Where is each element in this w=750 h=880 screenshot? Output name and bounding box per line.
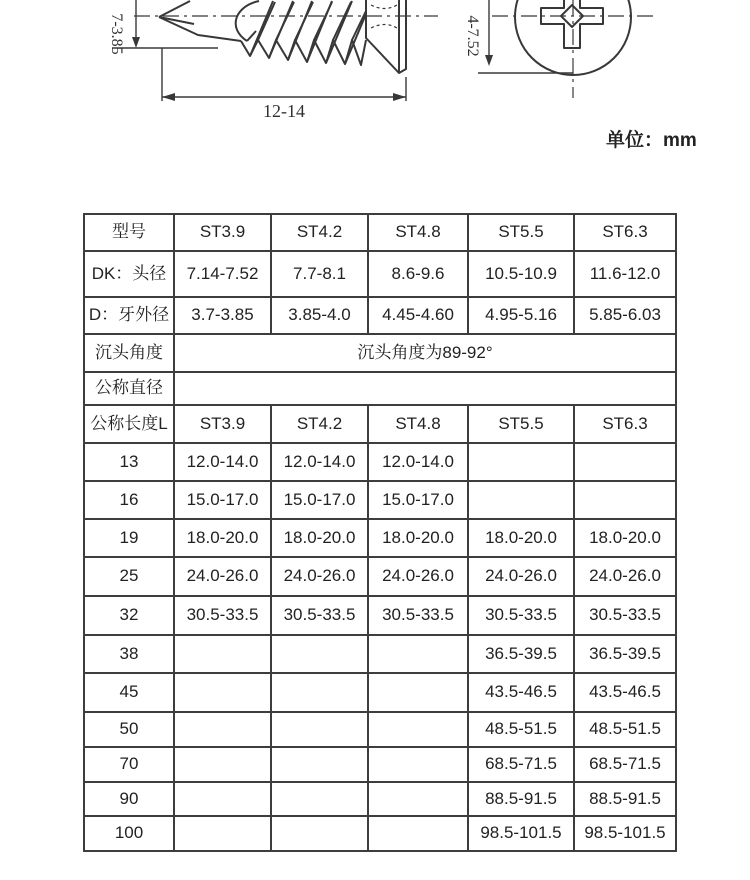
length-value-0 [174,816,271,851]
length-header-value-4: ST6.3 [574,405,676,443]
length-value-4 [574,443,676,481]
model-header-value-1: ST4.2 [271,214,368,251]
hidden-recess-line-2 [371,25,397,29]
length-row-13 [84,443,676,481]
length-value-4 [574,481,676,519]
length-value-2 [368,712,468,747]
length-value-0 [174,635,271,673]
length-header-value-1: ST4.2 [271,405,368,443]
head-face [399,0,406,73]
angle-row-value: 沉头角度为89-92° [174,334,676,372]
length-value-3 [468,443,574,481]
dim-arrow-left [162,93,175,101]
length-row-label: 13 [84,443,174,481]
spec-value-0: 3.7-3.85 [174,297,271,334]
length-value-2: 15.0-17.0 [368,481,468,519]
length-value-2 [368,635,468,673]
length-value-0 [174,747,271,782]
side-height-dim-label: 7-3.85 [108,13,125,55]
length-value-0: 30.5-33.5 [174,596,271,635]
side-length-dimension [162,48,406,121]
length-header-value-0: ST3.9 [174,405,271,443]
nominal-diameter-row [84,372,676,405]
length-row-70 [84,747,676,782]
length-row-label: 50 [84,712,174,747]
length-value-2 [368,747,468,782]
length-value-1: 24.0-26.0 [271,557,368,596]
extension-lines [162,48,406,101]
angle-row-label: 沉头角度 [84,334,174,372]
length-row-50 [84,712,676,747]
drill-point-lower [159,17,241,41]
length-value-2: 18.0-20.0 [368,519,468,557]
length-value-2: 12.0-14.0 [368,443,468,481]
length-row-label: 100 [84,816,174,851]
spec-value-4: 5.85-6.03 [574,297,676,334]
length-value-1 [271,673,368,712]
length-value-0 [174,782,271,816]
length-value-4: 43.5-46.5 [574,673,676,712]
drill-point [159,1,190,17]
spec-value-1: 7.7-8.1 [271,251,368,297]
thread-teeth [241,40,366,65]
flute-curve [236,1,259,41]
length-value-3: 36.5-39.5 [468,635,574,673]
length-value-2 [368,782,468,816]
length-value-1: 30.5-33.5 [271,596,368,635]
length-value-3: 43.5-46.5 [468,673,574,712]
length-value-3: 68.5-71.5 [468,747,574,782]
length-value-4: 48.5-51.5 [574,712,676,747]
spec-row-label: D：牙外径 [84,297,174,334]
technical-drawing [0,0,750,205]
length-value-1: 15.0-17.0 [271,481,368,519]
length-row-label: 32 [84,596,174,635]
length-value-3: 98.5-101.5 [468,816,574,851]
length-row-19 [84,519,676,557]
nominal-diameter-label: 公称直径 [84,372,174,405]
screw-side-view [134,0,438,73]
length-value-3: 88.5-91.5 [468,782,574,816]
phillips-cross-outline [541,0,603,48]
length-value-4: 24.0-26.0 [574,557,676,596]
length-row-label: 45 [84,673,174,712]
length-row-label: 90 [84,782,174,816]
length-value-3: 30.5-33.5 [468,596,574,635]
length-value-3: 24.0-26.0 [468,557,574,596]
dim-arrow-down [485,55,493,66]
countersunk-angle-row [84,334,676,372]
length-row-label: 25 [84,557,174,596]
length-value-4: 18.0-20.0 [574,519,676,557]
length-row-label: 70 [84,747,174,782]
length-value-0: 15.0-17.0 [174,481,271,519]
length-row-100 [84,816,676,851]
length-value-0 [174,673,271,712]
side-length-dim-label: 12-14 [263,101,305,121]
spec-value-2: 4.45-4.60 [368,297,468,334]
length-value-1 [271,635,368,673]
spec-row-0 [84,251,676,297]
length-value-0: 18.0-20.0 [174,519,271,557]
length-value-3: 18.0-20.0 [468,519,574,557]
length-header-label: 公称长度L [84,405,174,443]
length-row-25 [84,557,676,596]
length-header-value-2: ST4.8 [368,405,468,443]
unit-label: 单位：mm [606,130,697,151]
nominal-diameter-value [174,372,676,405]
spec-row-label: DK：头径 [84,251,174,297]
model-header-value-0: ST3.9 [174,214,271,251]
length-value-2: 24.0-26.0 [368,557,468,596]
length-row-label: 19 [84,519,174,557]
length-value-2: 30.5-33.5 [368,596,468,635]
length-value-4: 68.5-71.5 [574,747,676,782]
length-row-16 [84,481,676,519]
spec-value-2: 8.6-9.6 [368,251,468,297]
model-header-value-3: ST5.5 [468,214,574,251]
length-row-32 [84,596,676,635]
dim-arrow-right [393,93,406,101]
length-value-4: 98.5-101.5 [574,816,676,851]
dim-arrow-down [132,37,140,48]
spec-value-1: 3.85-4.0 [271,297,368,334]
screw-head-top-view [492,0,654,98]
model-header-row [84,214,676,251]
length-row-38 [84,635,676,673]
length-header-value-3: ST5.5 [468,405,574,443]
length-value-1: 12.0-14.0 [271,443,368,481]
side-height-dimension [108,0,218,55]
head-cone [366,0,399,73]
length-value-2 [368,673,468,712]
model-header-value-4: ST6.3 [574,214,676,251]
length-value-0: 24.0-26.0 [174,557,271,596]
length-value-3 [468,481,574,519]
length-row-label: 38 [84,635,174,673]
length-value-1: 18.0-20.0 [271,519,368,557]
spec-value-0: 7.14-7.52 [174,251,271,297]
length-value-1 [271,816,368,851]
length-value-3: 48.5-51.5 [468,712,574,747]
model-header-value-2: ST4.8 [368,214,468,251]
spec-row-1 [84,297,676,334]
length-value-1 [271,747,368,782]
spec-value-3: 4.95-5.16 [468,297,574,334]
length-header-row [84,405,676,443]
hidden-recess-line-1 [371,5,397,9]
head-diameter-dim-label: 4-7.52 [464,15,481,57]
length-value-1 [271,782,368,816]
length-value-2 [368,816,468,851]
length-value-4: 88.5-91.5 [574,782,676,816]
length-value-0: 12.0-14.0 [174,443,271,481]
spec-value-4: 11.6-12.0 [574,251,676,297]
length-row-label: 16 [84,481,174,519]
length-value-0 [174,712,271,747]
length-value-4: 36.5-39.5 [574,635,676,673]
length-value-4: 30.5-33.5 [574,596,676,635]
length-row-90 [84,782,676,816]
flute-inner-line [247,31,256,41]
length-row-45 [84,673,676,712]
model-header-label: 型号 [84,214,174,251]
spec-table [83,213,677,852]
length-value-1 [271,712,368,747]
spec-value-3: 10.5-10.9 [468,251,574,297]
